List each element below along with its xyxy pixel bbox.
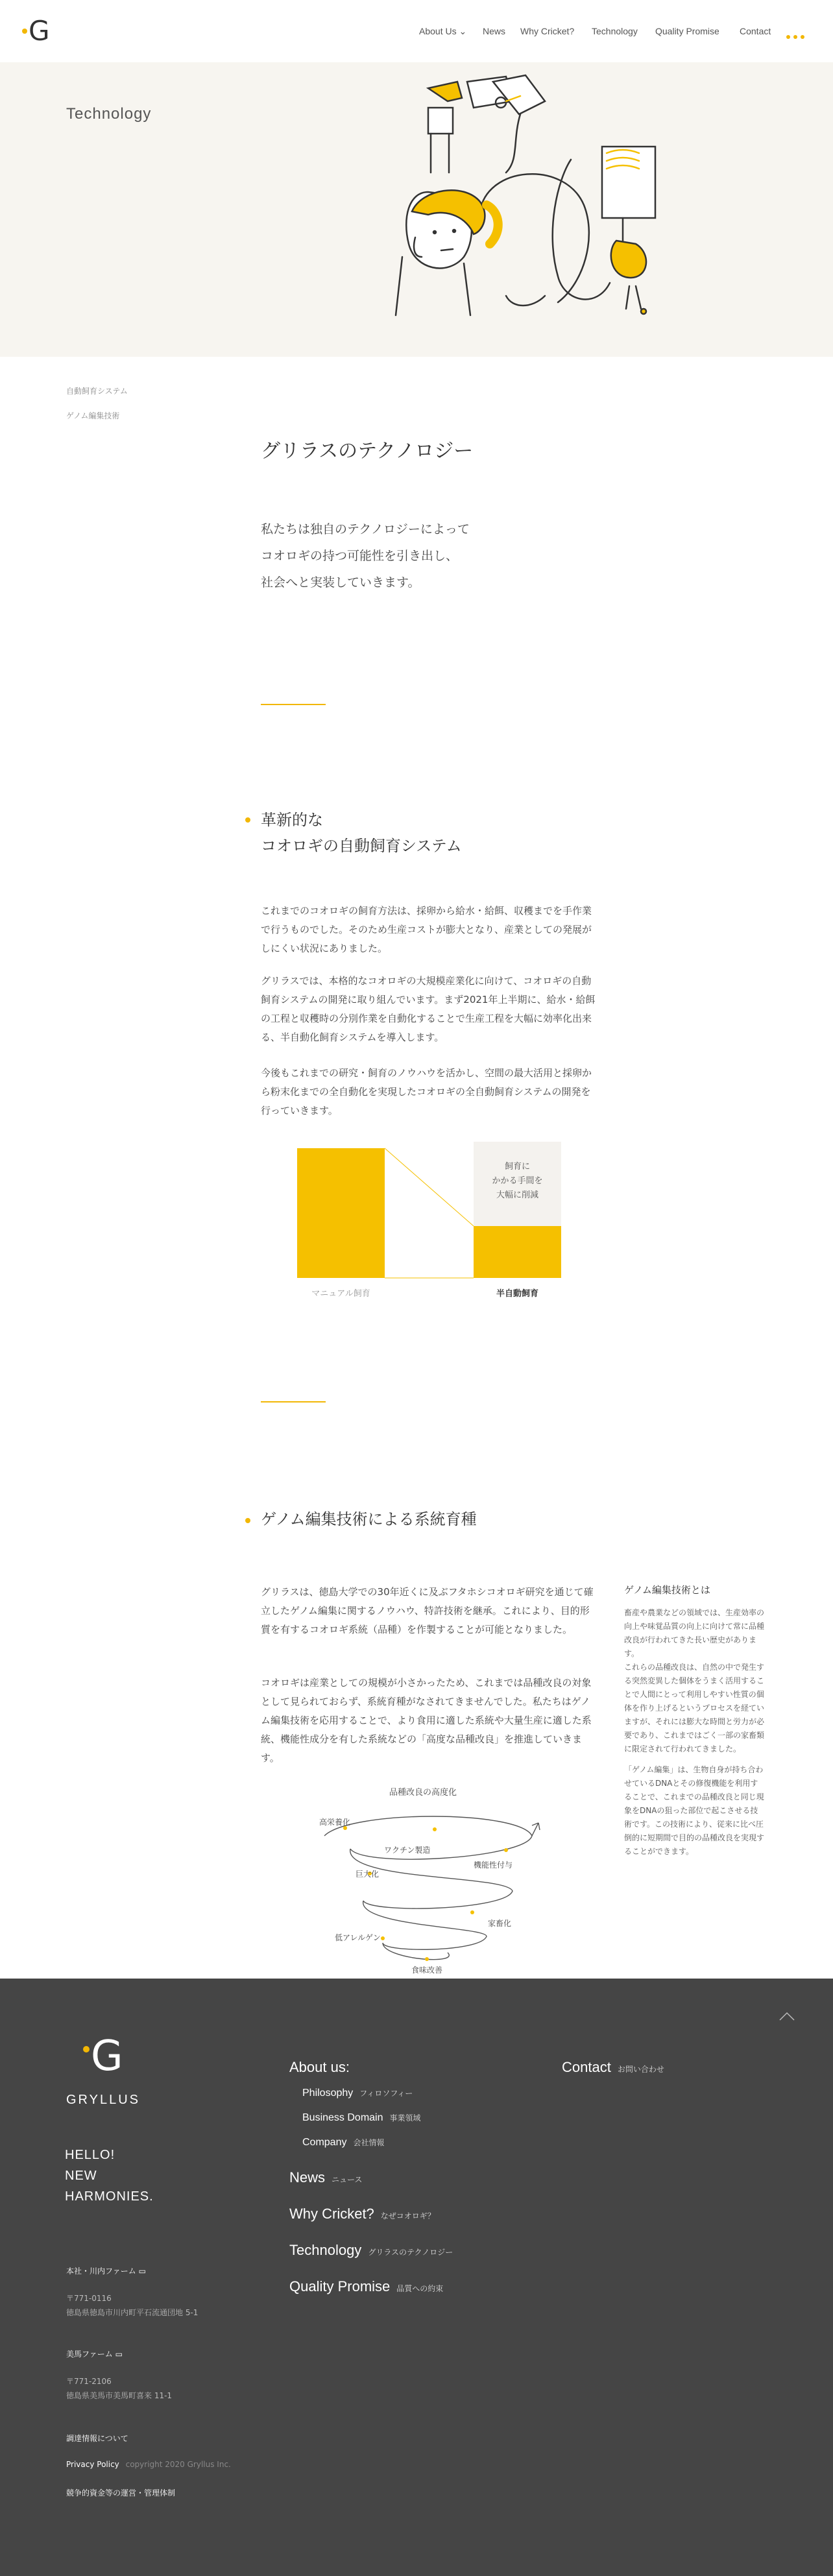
chart-connector-line bbox=[385, 1148, 474, 1226]
intro-lead-3: 社会へと実装していきます。 bbox=[261, 575, 420, 590]
map-icon[interactable]: ▭ bbox=[138, 2267, 146, 2276]
footer-philosophy[interactable]: Philosophy フィロソフィー bbox=[302, 2088, 413, 2099]
site-header bbox=[0, 0, 833, 62]
footer-about-us[interactable]: About us: bbox=[289, 2059, 350, 2075]
side-link-genome-editing[interactable]: ゲノム編集技術 bbox=[66, 411, 120, 420]
address-line: 徳島県美馬市美馬町喜来 11-1 bbox=[66, 2391, 173, 2400]
nav-about-us[interactable]: About Us ⌄ bbox=[419, 26, 467, 36]
diagram-title: 品種改良の高度化 bbox=[389, 1788, 457, 1798]
diagram-label: 高栄養化 bbox=[319, 1818, 351, 1827]
footer-link-privacy[interactable]: Privacy Policy copyright 2020 Gryllus Inc. bbox=[66, 2460, 231, 2469]
copyright: copyright 2020 Gryllus Inc. bbox=[125, 2460, 231, 2469]
section2-title: ゲノム編集技術による系統育種 bbox=[261, 1510, 477, 1528]
genome-side-paragraph: これらの品種改良は、自然の中で発生する突然変異した個体をうまく活用することで人間にとって利用しやすい性質の個体を作り上げるというプロセスを経ていますが、それには膨大な時間と労力が必要であり、これまではごく一部の家畜類に限定されて行われてきました。 bbox=[624, 1663, 765, 1753]
diagram-label: 低アレルゲン bbox=[335, 1933, 381, 1942]
section1-paragraph: グリラスでは、本格的なコオロギの大規模産業化に向けて、コオロギの自動飼育システムの開発に取り組んでいます。まず2021年上半期に、給水・給餌の工程と収穫時の分別作業を自動化することで生産工程を大幅に効率化出来る、半自動化飼育システムを導入します。 bbox=[261, 975, 596, 1043]
footer-contact[interactable]: Contact お問い合わせ bbox=[562, 2059, 664, 2075]
genome-side-paragraph: 畜産や農業などの領域では、生産効率の向上や味覚品質の向上に向けて常に品種改良が行われてきた長い歴史があります。 bbox=[624, 1608, 765, 1658]
chart-annotation-text: 大幅に削減 bbox=[496, 1190, 539, 1200]
nav-technology[interactable]: Technology bbox=[592, 26, 638, 36]
genome-side-paragraph: 「ゲノム編集」は、生物自身が持ち合わせているDNAとその修復機能を利用することで、これまでの品種改良と同じ現象をDNAの狙った部位で起こさせる技術です。この技術により、従来に比べ圧倒的に短期間で目的の品種改良を実現することができます。 bbox=[624, 1765, 765, 1856]
address-zip: 〒771-2106 bbox=[66, 2377, 112, 2386]
footer-link-procurement[interactable]: 調達情報について bbox=[66, 2434, 128, 2443]
logo-dot bbox=[22, 29, 27, 34]
diagram-label: ワクチン製造 bbox=[384, 1846, 431, 1855]
side-link-auto-rearing[interactable]: 自動飼育システム bbox=[66, 387, 128, 396]
footer-logo-dot bbox=[83, 2046, 90, 2052]
three-dots-icon[interactable] bbox=[786, 29, 808, 42]
footer-quality-promise[interactable]: Quality Promise 品質への約束 bbox=[289, 2278, 444, 2294]
intro-title: グリラスのテクノロジー bbox=[261, 440, 474, 463]
address-line: 徳島県徳島市川内町平石流通団地 5-1 bbox=[66, 2308, 199, 2317]
footer-news[interactable]: News ニュース bbox=[289, 2169, 363, 2185]
chart-annotation-text: 飼育に bbox=[504, 1162, 531, 1172]
page-title: Technology bbox=[66, 105, 152, 123]
address-zip: 〒771-0116 bbox=[66, 2294, 112, 2303]
chart-bar bbox=[297, 1148, 385, 1278]
tagline-line: HARMONIES. bbox=[65, 2189, 154, 2204]
chart-bar bbox=[474, 1226, 561, 1278]
chart-category-label: マニュアル飼育 bbox=[311, 1289, 370, 1299]
footer-logo[interactable]: G bbox=[91, 2032, 123, 2080]
nav-news[interactable]: News bbox=[483, 26, 506, 36]
nav-contact[interactable]: Contact bbox=[740, 26, 771, 36]
tagline-line: HELLO! bbox=[65, 2148, 115, 2162]
tagline-line: NEW bbox=[65, 2169, 97, 2183]
section1-paragraph: これまでのコオロギの飼育方法は、採卵から給水・給餌、収穫までを手作業で行うものでした。そのため生産コストが膨大となり、産業としての発展がしにくい状況にありました。 bbox=[261, 905, 592, 954]
section2-paragraph: グリラスは、徳島大学での30年近くに及ぶフタホシコオロギ研究を通じて確立したゲノム編集に関するノウハウ、特許技術を継承。これにより、目的形質を有するコオロギ系統（品種）を作製することが可能となりました。 bbox=[261, 1586, 594, 1635]
diagram-label: 家畜化 bbox=[488, 1919, 512, 1928]
section1-title-line1: 革新的な bbox=[261, 811, 323, 829]
site-logo[interactable]: G bbox=[29, 15, 50, 47]
section-bullet-icon bbox=[245, 1518, 250, 1523]
diagram-label: 食味改善 bbox=[411, 1966, 443, 1975]
address-name: 本社・川内ファーム ▭ bbox=[66, 2267, 146, 2276]
chevron-up-icon[interactable] bbox=[779, 2011, 795, 2021]
section2-paragraph: コオロギは産業としての規模が小さかったため、これまでは品種改良の対象として見られておらず、系統育種がなされてきませんでした。私たちはゲノム編集技術を応用することで、より食用に適した系統や大量生産に適した系統、機能性成分を有した系統などの「高度な品種改良」を推進していきます。 bbox=[261, 1677, 592, 1764]
footer-link-funding[interactable]: 競争的資金等の運営・管理体制 bbox=[66, 2488, 176, 2498]
address-name: 美馬ファーム ▭ bbox=[66, 2350, 123, 2359]
site-footer bbox=[0, 1979, 833, 2576]
hero-illustration-icon bbox=[350, 62, 688, 322]
section-bullet-icon bbox=[245, 817, 250, 823]
intro-lead-2: コオロギの持つ可能性を引き出し、 bbox=[261, 549, 459, 563]
footer-brand: GRYLLUS bbox=[66, 2093, 141, 2107]
rearing-effort-chart bbox=[285, 1142, 571, 1304]
chart-annotation-text: かかる手間を bbox=[492, 1176, 543, 1186]
nav-quality-promise[interactable]: Quality Promise bbox=[655, 26, 719, 36]
footer-business-domain[interactable]: Business Domain 事業領域 bbox=[302, 2112, 421, 2123]
intro-lead-1: 私たちは独自のテクノロジーによって bbox=[261, 522, 470, 536]
footer-company[interactable]: Company 会社情報 bbox=[302, 2137, 385, 2148]
map-icon[interactable]: ▭ bbox=[115, 2350, 123, 2359]
footer-technology[interactable]: Technology グリラスのテクノロジー bbox=[289, 2242, 453, 2258]
section1-title-line2: コオロギの自動飼育システム bbox=[261, 837, 462, 855]
diagram-label: 機能性付与 bbox=[474, 1860, 513, 1870]
section1-paragraph: 今後もこれまでの研究・飼育のノウハウを活かし、空間の最大活用と採卵から粉末化までの全自動化を実現したコオロギの全自動飼育システムの開発を行っていきます。 bbox=[261, 1067, 592, 1116]
diagram-label: 巨大化 bbox=[356, 1870, 380, 1879]
divider bbox=[261, 1401, 326, 1402]
chart-category-label: 半自動飼育 bbox=[496, 1289, 539, 1299]
nav-why-cricket[interactable]: Why Cricket? bbox=[520, 26, 575, 36]
footer-tagline bbox=[65, 2145, 154, 2207]
divider bbox=[261, 704, 326, 705]
footer-why-cricket[interactable]: Why Cricket? なぜコオロギ？ bbox=[289, 2206, 435, 2222]
genome-side-title: ゲノム編集技術とは bbox=[624, 1584, 710, 1596]
